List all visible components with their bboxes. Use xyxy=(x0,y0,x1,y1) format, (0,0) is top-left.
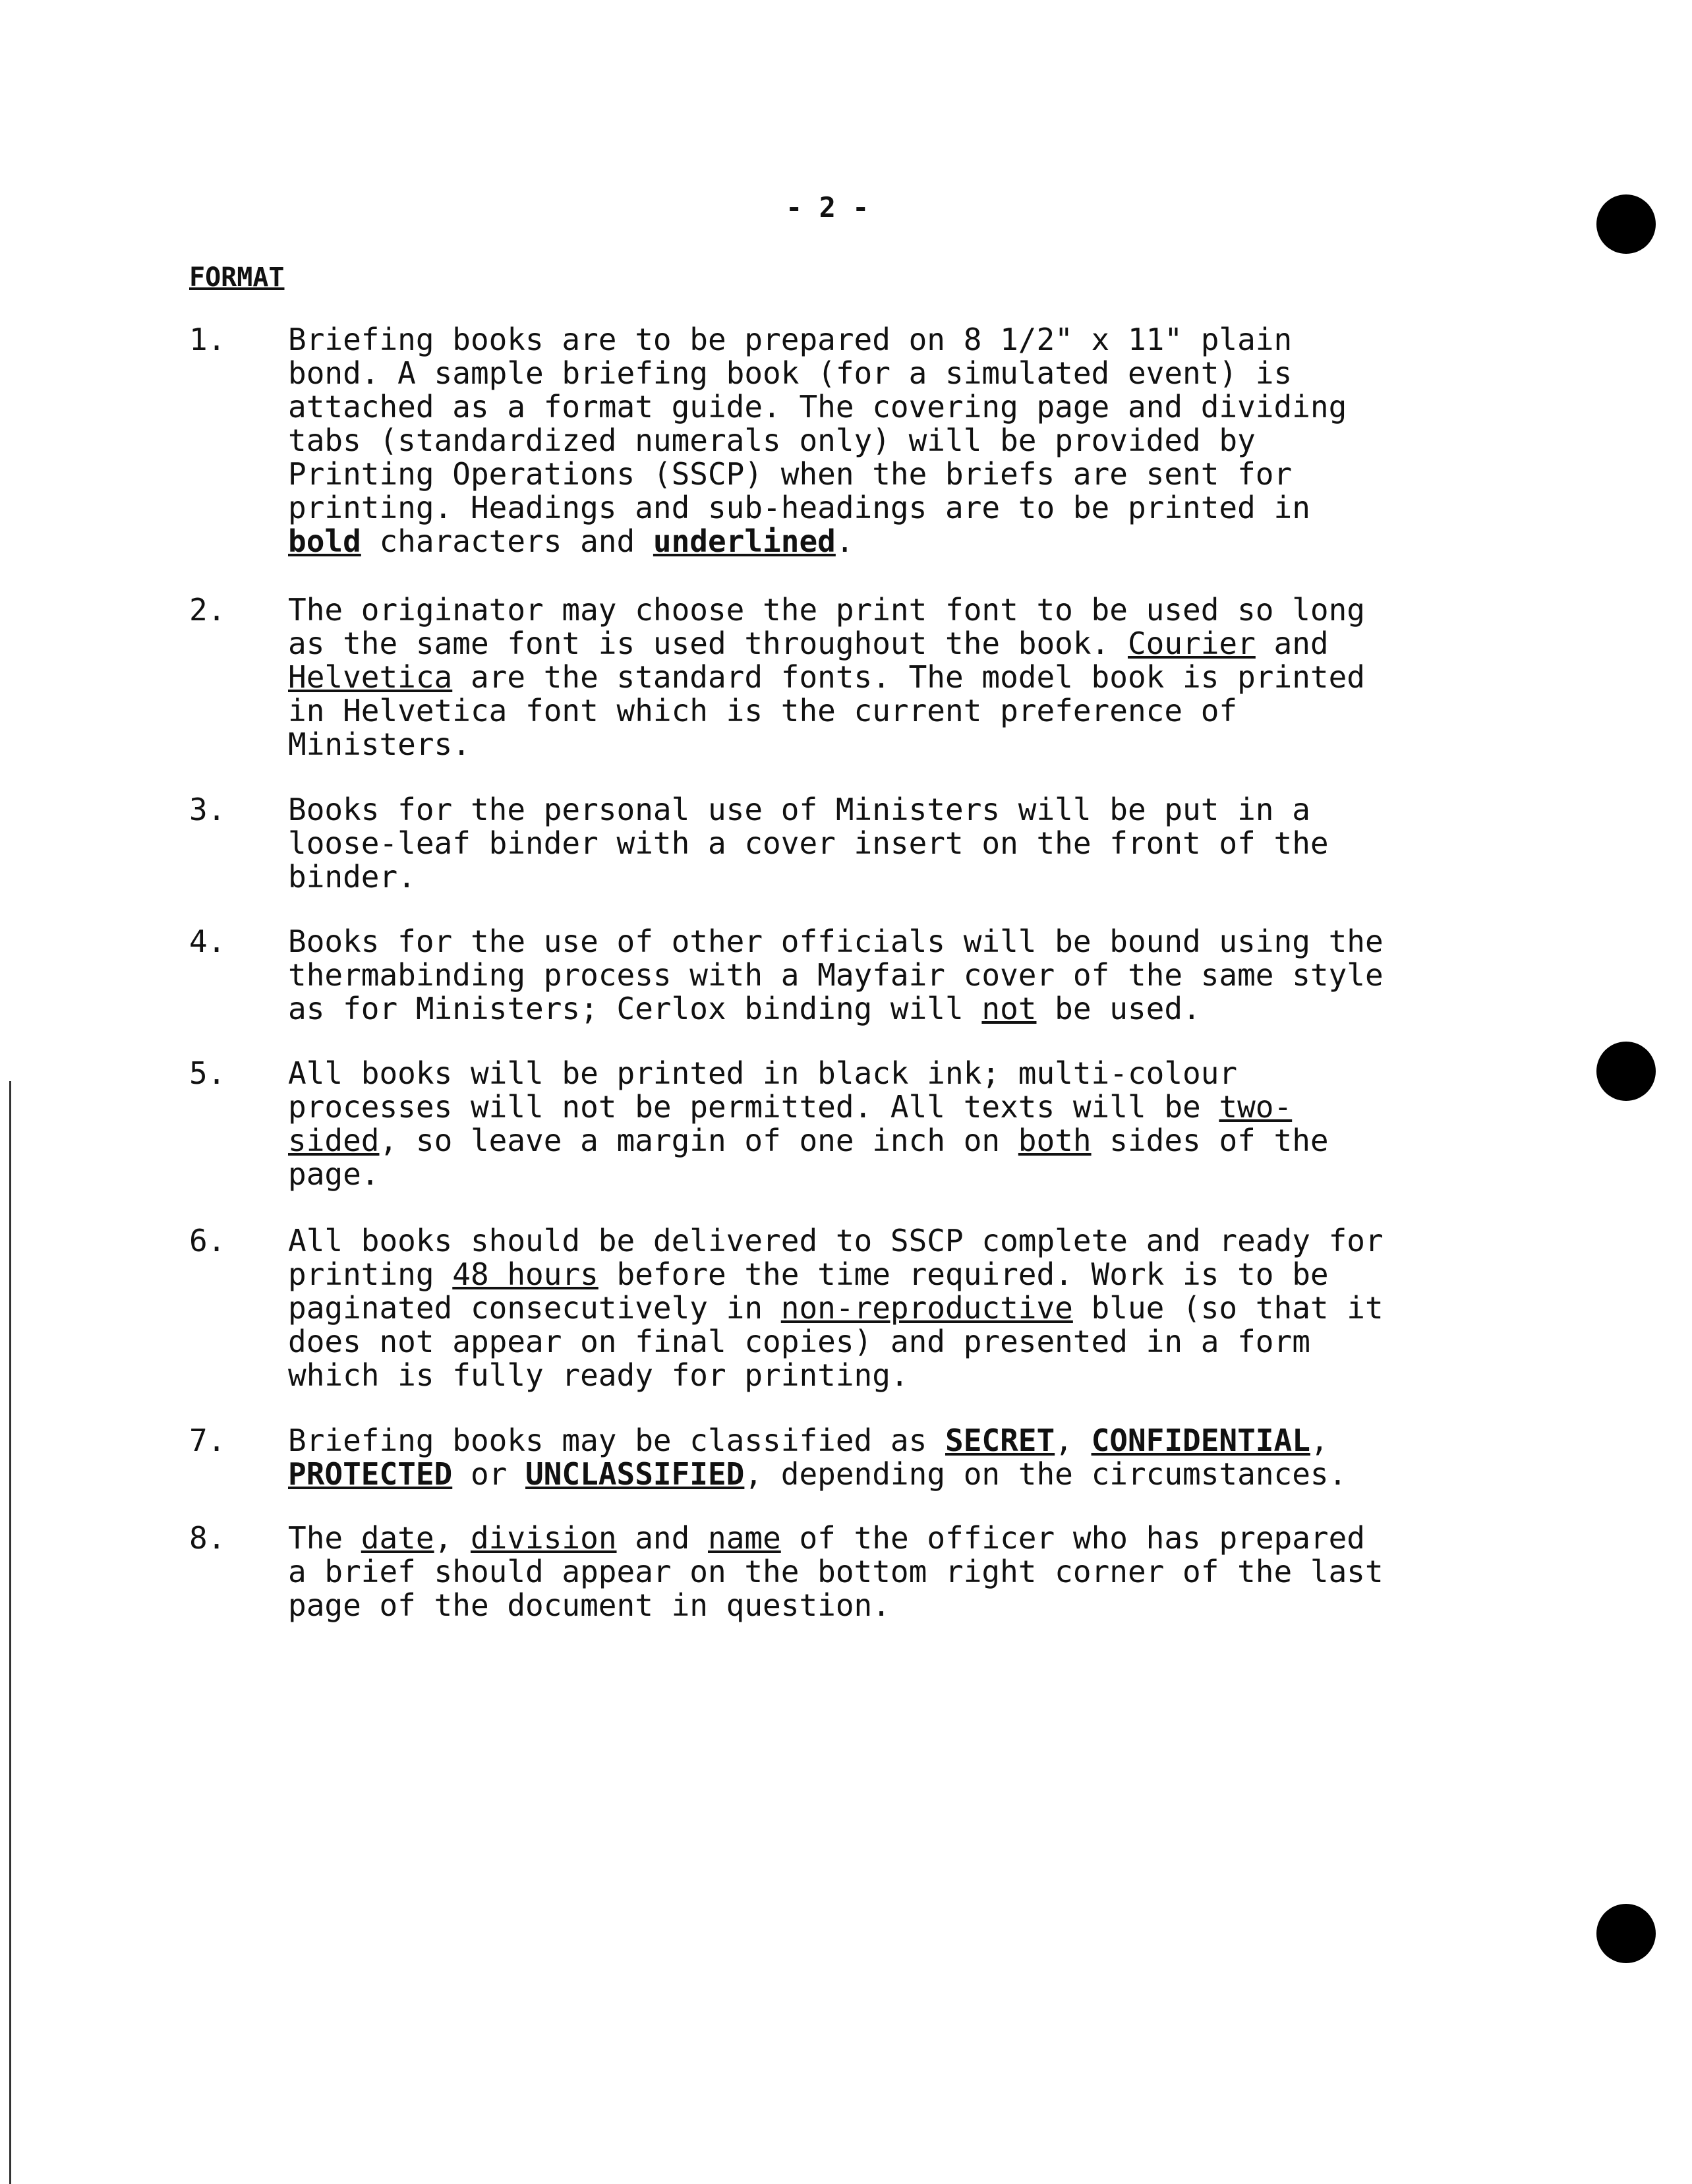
item-text xyxy=(288,323,1540,558)
text-run: characters and xyxy=(361,523,653,559)
list-item xyxy=(189,1224,1540,1392)
item-text xyxy=(288,1521,1540,1622)
text-run: are the standard fonts. The model book is printed in Helvetica font which is the current preference of Ministers. xyxy=(288,659,1365,762)
emphasized-text: underlined xyxy=(653,523,836,559)
emphasized-text: Helvetica xyxy=(288,659,453,695)
item-number: 1. xyxy=(189,322,226,357)
item-number: 3. xyxy=(189,792,226,827)
list-item xyxy=(189,593,1540,761)
emphasized-text: non-reproductive xyxy=(780,1290,1073,1326)
list-item xyxy=(189,323,1540,558)
text-run: Briefing books may be classified as xyxy=(288,1423,945,1458)
list-item xyxy=(189,1057,1540,1191)
text-run: Books for the use of other officials will be bound using the thermabinding process with a Mayfair cover of the same style as for Ministers; Cerlox binding will xyxy=(288,924,1384,1026)
text-run: blue (so that it does not appear on final copies) and presented in a form which is fully ready for printing. xyxy=(288,1290,1384,1393)
item-text xyxy=(288,793,1540,894)
list-item xyxy=(189,793,1540,894)
list-item xyxy=(189,1521,1540,1622)
text-run: The xyxy=(288,1520,361,1556)
item-number: 8. xyxy=(189,1520,226,1556)
text-run: and xyxy=(1273,626,1329,661)
item-text xyxy=(288,1224,1540,1392)
list-item xyxy=(189,1424,1540,1491)
section-heading: FORMAT xyxy=(189,262,285,293)
text-run: before the time required. Work is to be paginated consecutively in xyxy=(288,1256,1329,1326)
binder-hole xyxy=(1596,1904,1656,1963)
emphasized-text: bold xyxy=(288,523,361,559)
emphasized-text: UNCLASSIFIED xyxy=(525,1456,745,1492)
emphasized-text: date xyxy=(361,1520,434,1556)
emphasized-text: not xyxy=(981,991,1037,1026)
text-run: All books will be printed in black ink; multi-colour processes will not be permitted. All texts will be xyxy=(288,1055,1238,1125)
item-number: 4. xyxy=(189,924,226,959)
item-text xyxy=(288,1424,1540,1491)
emphasized-text: 48 hours xyxy=(452,1256,598,1292)
emphasized-text: SECRET xyxy=(945,1423,1055,1458)
emphasized-text: both xyxy=(1018,1123,1092,1158)
text-run: All books should be delivered to SSCP complete and ready for printing xyxy=(288,1223,1384,1292)
text-run: or xyxy=(452,1456,526,1492)
item-number: 2. xyxy=(189,592,226,628)
item-text xyxy=(288,1057,1540,1191)
item-text xyxy=(288,925,1540,1026)
text-run: Books for the personal use of Ministers will be put in a loose-leaf binder with a cover insert on the front of the binder. xyxy=(288,792,1329,895)
text-run: The originator may choose the print font to be used so long as the same font is used throughout the book. xyxy=(288,592,1365,661)
text-run: , xyxy=(434,1520,471,1556)
item-number: 7. xyxy=(189,1423,226,1458)
emphasized-text: Courier xyxy=(1127,626,1256,661)
text-run: , xyxy=(1055,1423,1092,1458)
text-run: Briefing books are to be prepared on 8 1/2" x 11" plain bond. A sample briefing book (for a simulated event) is attached as a format guide. The covering page and dividing tabs (standardized numerals only) will be provided by Printing Operations (SSCP) when the briefs are sent for printing. Headings and sub-headings are to be printed in xyxy=(288,322,1347,525)
emphasized-text: division xyxy=(470,1520,617,1556)
text-run: sides of the page. xyxy=(288,1123,1329,1192)
emphasized-text: CONFIDENTIAL xyxy=(1091,1423,1310,1458)
text-run: , xyxy=(1310,1423,1329,1458)
emphasized-text: two- sided xyxy=(288,1089,1293,1158)
text-run: , depending on the circumstances. xyxy=(744,1456,1347,1492)
item-number: 6. xyxy=(189,1223,226,1258)
emphasized-text: name xyxy=(708,1520,781,1556)
text-run: be used. xyxy=(1036,991,1201,1026)
binder-hole xyxy=(1596,194,1656,254)
list-item xyxy=(189,925,1540,1026)
text-run: and xyxy=(616,1520,708,1556)
text-run: , so leave a margin of one inch on xyxy=(379,1123,1018,1158)
emphasized-text: PROTECTED xyxy=(288,1456,453,1492)
text-run: . xyxy=(835,523,854,559)
binder-hole xyxy=(1596,1042,1656,1101)
item-text xyxy=(288,593,1540,761)
scan-margin-line xyxy=(9,1081,11,2184)
item-number: 5. xyxy=(189,1055,226,1091)
page-number: - 2 - xyxy=(786,191,869,223)
text-run: of the officer who has prepared a brief should appear on the bottom right corner of the last page of the document in question. xyxy=(288,1520,1384,1623)
